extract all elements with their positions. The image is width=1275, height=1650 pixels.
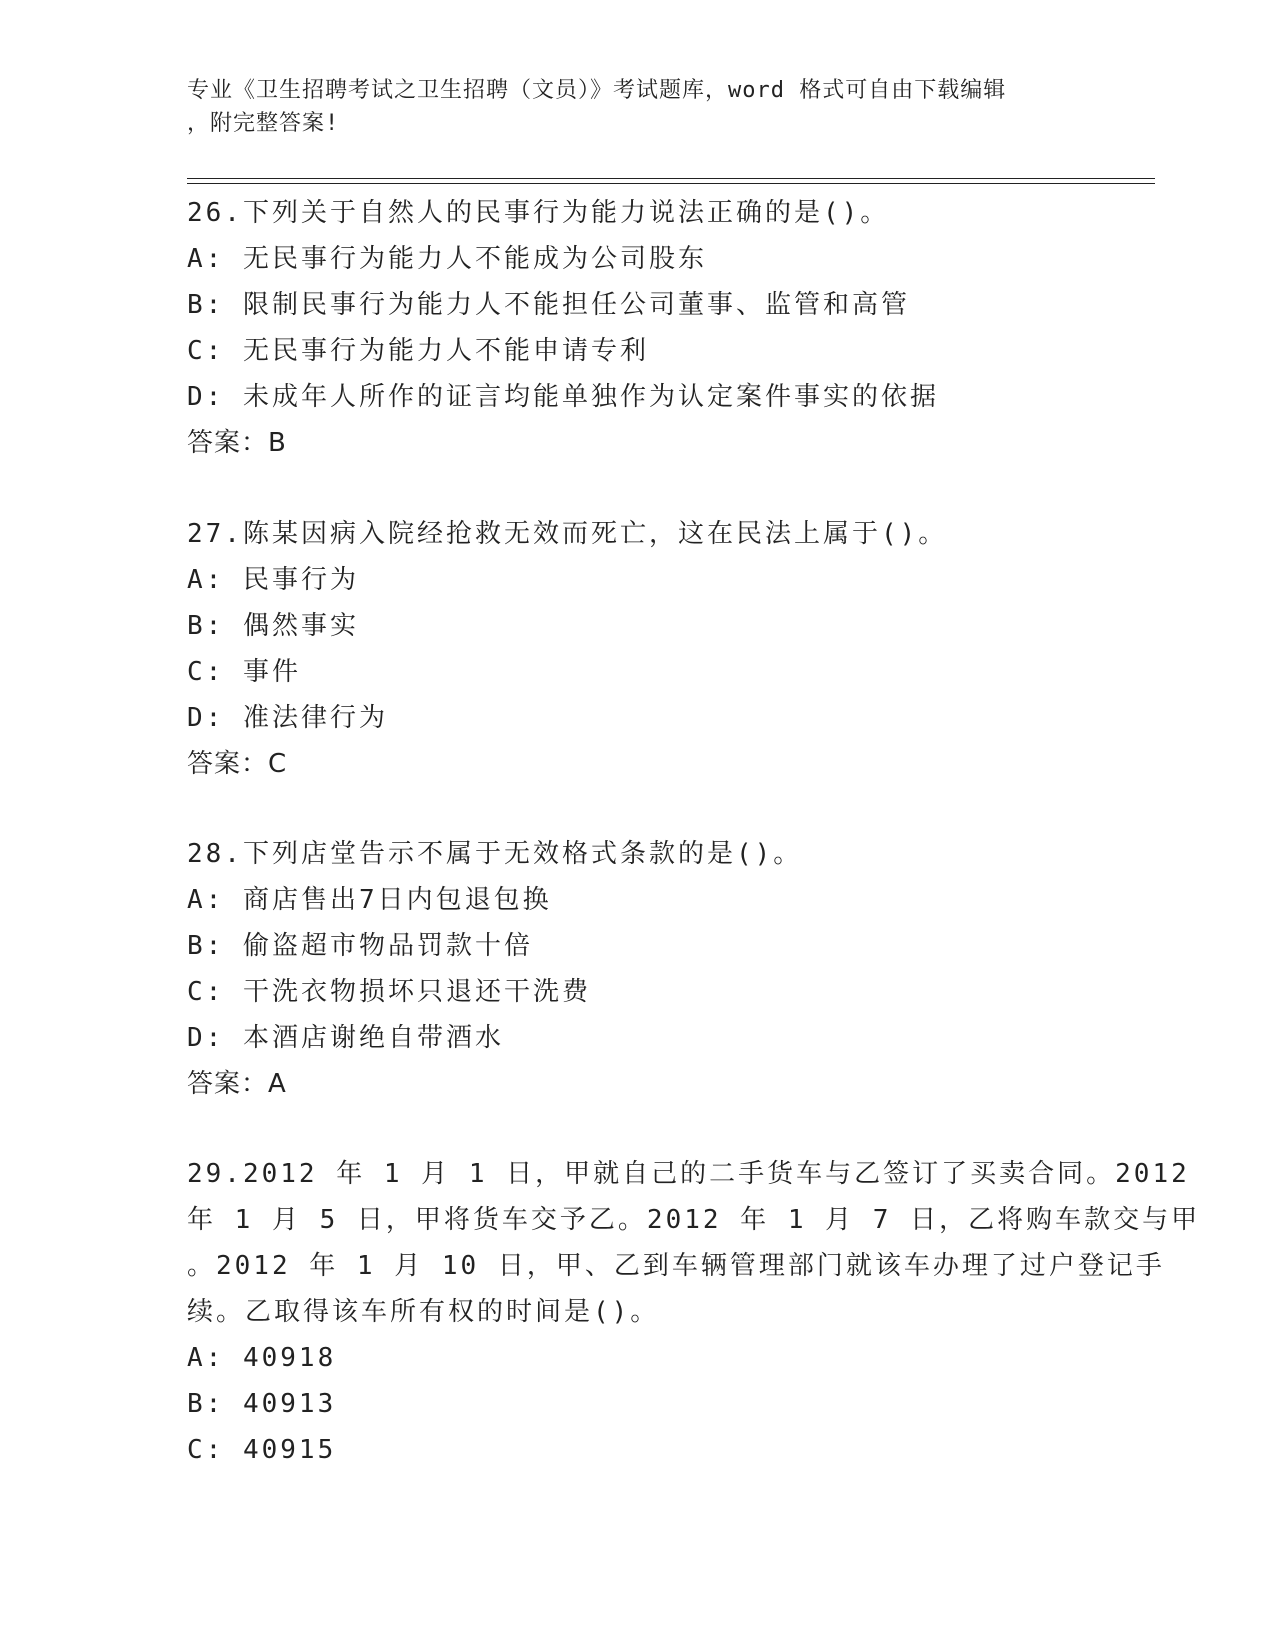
option-a: A: 无民事行为能力人不能成为公司股东 <box>187 244 707 274</box>
option-d: D: 准法律行为 <box>187 703 388 733</box>
answer-label: 答案：A <box>187 1069 287 1099</box>
option-d: D: 本酒店谢绝自带酒水 <box>187 1023 504 1053</box>
option-a: A: 民事行为 <box>187 565 359 595</box>
option-b: B: 限制民事行为能力人不能担任公司董事、监管和高管 <box>187 290 910 320</box>
option-c: C: 无民事行为能力人不能申请专利 <box>187 336 649 366</box>
option-a: A: 商店售出7日内包退包换 <box>187 885 552 915</box>
question-26 <box>187 190 1087 466</box>
question-stem-line-1: 29.2012 年 1 月 1 日，甲就自己的二手货车与乙签订了买卖合同。2012 <box>187 1159 1190 1189</box>
answer-label: 答案：C <box>187 749 288 779</box>
option-c: C: 事件 <box>187 657 301 687</box>
option-a: A: 40918 <box>187 1343 337 1373</box>
document-header <box>187 74 1067 140</box>
header-divider-bottom <box>187 183 1155 184</box>
question-stem: 27.陈某因病入院经抢救无效而死亡，这在民法上属于()。 <box>187 519 948 549</box>
option-c: C: 40915 <box>187 1435 337 1465</box>
header-divider-top <box>187 178 1155 179</box>
option-b: B: 偷盗超市物品罚款十倍 <box>187 931 533 961</box>
question-29 <box>187 1151 1201 1473</box>
option-b: B: 偶然事实 <box>187 611 359 641</box>
question-stem-line-2: 年 1 月 5 日，甲将货车交予乙。2012 年 1 月 7 日，乙将购车款交与甲 <box>187 1205 1201 1235</box>
question-stem-line-4: 续。乙取得该车所有权的时间是()。 <box>187 1297 660 1327</box>
option-d: D: 未成年人所作的证言均能单独作为认定案件事实的依据 <box>187 382 939 412</box>
question-28 <box>187 831 1087 1107</box>
header-line-2: ，附完整答案! <box>187 111 340 136</box>
answer-label: 答案：B <box>187 428 287 458</box>
question-stem: 28.下列店堂告示不属于无效格式条款的是()。 <box>187 839 803 869</box>
option-b: B: 40913 <box>187 1389 337 1419</box>
header-line-1: 专业《卫生招聘考试之卫生招聘（文员）》考试题库，word 格式可自由下载编辑 <box>187 78 1007 103</box>
question-27 <box>187 511 1087 787</box>
question-stem-line-3: 。2012 年 1 月 10 日，甲、乙到车辆管理部门就该车办理了过户登记手 <box>187 1251 1165 1281</box>
question-stem: 26.下列关于自然人的民事行为能力说法正确的是()。 <box>187 198 890 228</box>
option-c: C: 干洗衣物损坏只退还干洗费 <box>187 977 591 1007</box>
